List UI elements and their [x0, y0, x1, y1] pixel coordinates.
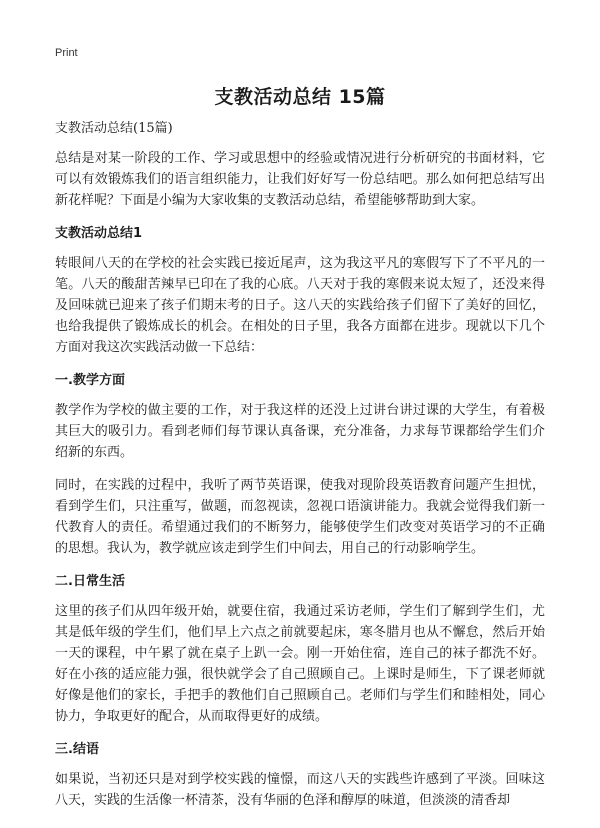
- document-subtitle: 支教活动总结(15篇): [55, 121, 173, 136]
- section-heading-conclusion: 三.结语: [55, 742, 99, 757]
- intro-paragraph: 总结是对某一阶段的工作、学习或思想中的经验或情况进行分析研究的书面材料，它可以有效锻炼我们的语言组织能力，让我们好好写一份总结吧。那么如何把总结写出新花样呢？下面是小编为大家收集的支教活动总结，希望能够帮助到大家。: [55, 151, 545, 208]
- print-link[interactable]: Print: [55, 47, 78, 59]
- daily-life-paragraph: 这里的孩子们从四年级开始，就要住宿，我通过采访老师，学生们了解到学生们，尤其是低年级的学生们，他们早上六点之前就要起床，寒冬腊月也从不懈怠，然后开始一天的课程，中午累了就在桌子上趴一会。刚一开始住宿，连自己的袜子都洗不好。好在小孩的适应能力强，很快就学会了自己照顾自己。上课时是师生，下了课老师就好像是他们的家长，手把手的教他们自己照顾自己。老师们与学生们和睦相处，同心协力，争取更好的配合，从而取得更好的成绩。: [55, 604, 545, 724]
- conclusion-paragraph: 如果说，当初还只是对到学校实践的憧憬，而这八天的实践些许感到了平淡。回味这八天，实践的生活像一杯清茶，没有华丽的色泽和醇厚的味道，但淡淡的清香却: [55, 772, 545, 808]
- section-heading-daily-life: 二.日常生活: [55, 574, 125, 589]
- document-body: [55, 118, 545, 811]
- section-heading-summary-1: 支教活动总结1: [55, 226, 143, 241]
- summary-1-paragraph: 转眼间八天的在学校的社会实践已接近尾声，这为我这平凡的寒假写下了不平凡的一笔。八天的酸甜苦辣早已印在了我的心底。八天对于我的寒假来说太短了，还没来得及回味就已迎来了孩子们期末考的日子。这八天的实践给孩子们留下了美好的回忆，也给我提供了锻炼成长的机会。在相处的日子里，我各方面都在进步。现就以下几个方面对我这次实践活动做一下总结：: [55, 256, 545, 355]
- page-title: 支教活动总结 15篇: [214, 86, 386, 108]
- teaching-paragraph-1: 教学作为学校的做主要的工作，对于我这样的还没上过讲台讲过课的大学生，有着极其巨大的吸引力。看到老师们每节课认真备课，充分准备，力求每节课都给学生们介绍新的东西。: [55, 403, 545, 460]
- section-heading-teaching: 一.教学方面: [55, 373, 125, 388]
- teaching-paragraph-2: 同时，在实践的过程中，我听了两节英语课，使我对现阶段英语教育问题产生担忧，看到学生们，只注重写，做题，而忽视读，忽视口语演讲能力。我就会觉得我们新一代教育人的责任。希望通过我们的不断努力，能够使学生们改变对英语学习的不正确的思想。我认为，教学就应该走到学生们中间去，用自己的行动影响学生。: [55, 478, 545, 556]
